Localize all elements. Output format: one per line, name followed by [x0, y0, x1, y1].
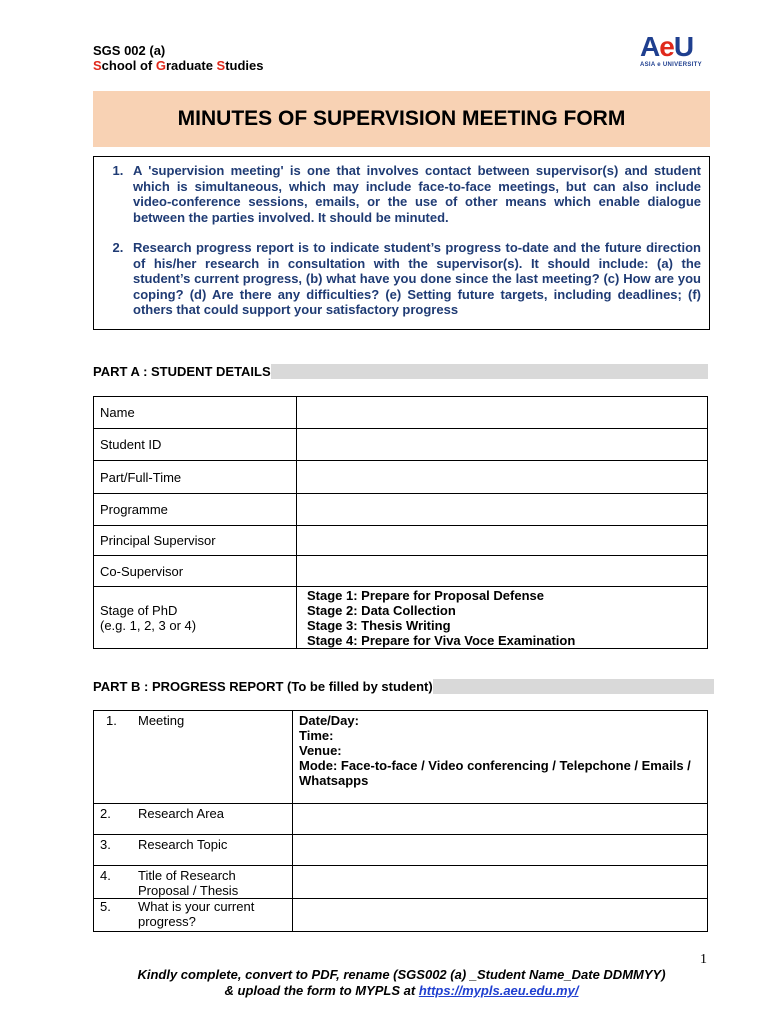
school-name: School of Graduate Studies [93, 58, 264, 73]
research-title-label: Title of Research Proposal / Thesis [134, 866, 293, 899]
current-progress-input[interactable] [293, 899, 708, 932]
co-supervisor-label: Co-Supervisor [94, 556, 297, 587]
stage-option: Stage 3: Thesis Writing [307, 617, 451, 633]
research-area-input[interactable] [293, 804, 708, 835]
stage-options[interactable] [297, 587, 708, 649]
instructions-box [93, 156, 710, 330]
study-mode-label: Part/Full-Time [94, 461, 297, 494]
research-area-label: Research Area [134, 804, 293, 835]
principal-supervisor-label: Principal Supervisor [94, 526, 297, 556]
part-b-heading: PART B : PROGRESS REPORT (To be filled by student) [93, 679, 714, 694]
programme-input[interactable] [297, 494, 708, 526]
research-topic-input[interactable] [293, 835, 708, 866]
row-number: 3. [94, 835, 135, 866]
stage-option: Stage 1: Prepare for Proposal Defense [307, 587, 544, 603]
student-id-input[interactable] [297, 429, 708, 461]
instruction-item: 1. A 'supervision meeting' is one that involves contact between supervisor(s) and student which is simultaneous, which may include face-to-face meetings, but can also include video-conference sessions, emails, or the use of other means which enable dialogue between the parties involved. It should be minuted. [127, 163, 701, 225]
instruction-item: 2. Research progress report is to indicate student’s progress to-date and the future direction of his/her research in consultation with the supervisor(s). It should include: (a) the student’s current progress, (b) what have you done since the last meeting? (c) How are you coping? (d) Are there any difficulties? (e) Setting future targets, including deadlines; (f) others that could support your satisfactory progress [127, 240, 701, 318]
study-mode-input[interactable] [297, 461, 708, 494]
name-input[interactable] [297, 397, 708, 429]
aeu-logo: AeU ASIA e UNIVERSITY [640, 31, 702, 68]
row-number: 1. [94, 711, 135, 804]
programme-label: Programme [94, 494, 297, 526]
meeting-date-field: Date/Day: [299, 713, 359, 728]
stage-option: Stage 4: Prepare for Viva Voce Examination [307, 632, 576, 648]
meeting-details-input[interactable] [293, 711, 708, 804]
form-code: SGS 002 (a) [93, 43, 166, 58]
mypls-link[interactable]: https://mypls.aeu.edu.my/ [418, 983, 579, 998]
research-topic-label: Research Topic [134, 835, 293, 866]
current-progress-label: What is your current progress? [134, 899, 293, 932]
research-title-input[interactable] [293, 866, 708, 899]
meeting-time-field: Time: [299, 728, 334, 743]
stage-label: Stage of PhD (e.g. 1, 2, 3 or 4) [94, 587, 297, 649]
form-title: MINUTES OF SUPERVISION MEETING FORM [93, 91, 710, 147]
footer-instructions: Kindly complete, convert to PDF, rename (SGS002 (a) _Student Name_Date DDMMYY) & upload the form to MYPLS at https://mypls.aeu.edu.my/ [137, 967, 666, 998]
row-number: 4. [94, 866, 135, 899]
progress-report-table [93, 710, 708, 932]
page-number: 1 [700, 952, 707, 967]
row-number: 2. [94, 804, 135, 835]
co-supervisor-input[interactable] [297, 556, 708, 587]
name-label: Name [94, 397, 297, 429]
meeting-label: Meeting [134, 711, 293, 804]
part-a-heading: PART A : STUDENT DETAILS [93, 364, 708, 379]
principal-supervisor-input[interactable] [297, 526, 708, 556]
row-number: 5. [94, 899, 135, 932]
student-id-label: Student ID [94, 429, 297, 461]
stage-option: Stage 2: Data Collection [307, 602, 456, 618]
student-details-table [93, 396, 708, 649]
meeting-mode-field: Mode: Face-to-face / Video conferencing / Telepchone / Emails / Whatsapps [299, 758, 691, 788]
meeting-venue-field: Venue: [299, 743, 342, 758]
